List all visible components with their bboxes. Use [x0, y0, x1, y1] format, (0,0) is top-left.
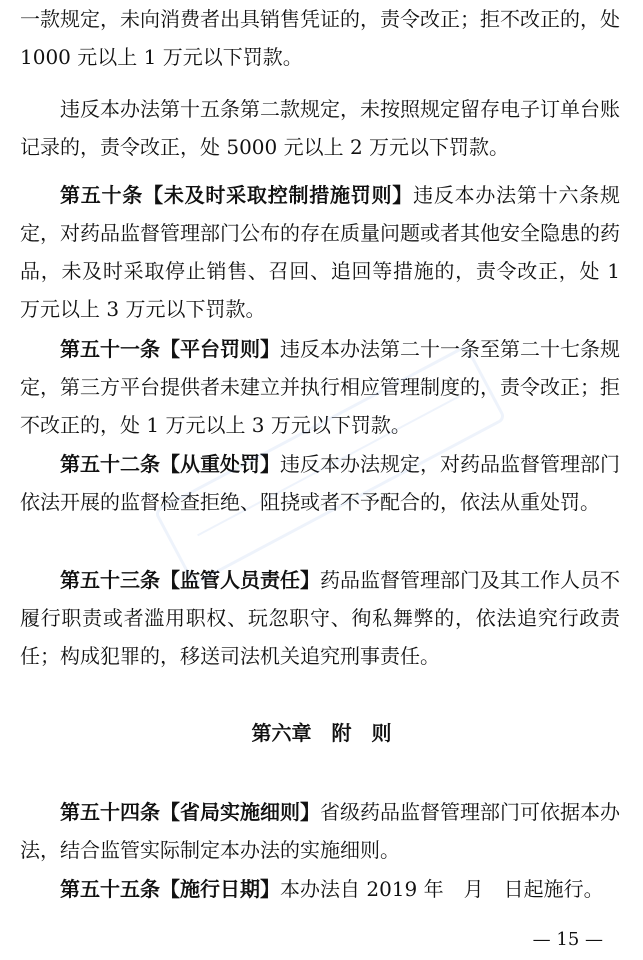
article-text: 本办法自 2019 年 月 日起施行。	[280, 877, 604, 901]
paragraph-text: 违反本办法第十五条第二款规定，未按照规定留存电子订单台账记录的，责令改正，处 5000 元以上 2 万元以下罚款。	[20, 97, 620, 159]
article-title: 第五十四条【省局实施细则】	[60, 800, 320, 824]
article-52	[20, 445, 620, 521]
article-text: 违反本办法第二十一条至第二十七条规定，第三方平台提供者未建立并执行相应管理制度的，责令改正；拒不改正的，处 1 万元以上 3 万元以下罚款。	[20, 337, 620, 437]
article-50	[20, 176, 620, 328]
article-text: 药品监督管理部门及其工作人员不履行职责或者滥用职权、玩忽职守、徇私舞弊的，依法追究行政责任；构成犯罪的，移送司法机关追究刑事责任。	[20, 568, 620, 668]
article-text: 省级药品监督管理部门可依据本办法，结合监管实际制定本办法的实施细则。	[20, 800, 620, 862]
paragraph-text: 一款规定，未向消费者出具销售凭证的，责令改正；拒不改正的，处 1000 元以上 1 万元以下罚款。	[20, 7, 620, 69]
article-text: 违反本办法第十六条规定，对药品监督管理部门公布的存在质量问题或者其他安全隐患的药品，未及时采取停止销售、召回、追回等措施的，责令改正，处 1 万元以上 3 万元以下罚款。	[20, 183, 621, 321]
article-title: 第五十一条【平台罚则】	[60, 337, 280, 361]
article-51	[20, 330, 620, 444]
article-text: 违反本办法规定，对药品监督管理部门依法开展的监督检查拒绝、阻挠或者不予配合的，依法从重处罚。	[20, 452, 620, 514]
article-title: 第五十条【未及时采取控制措施罚则】	[60, 183, 414, 207]
chapter-heading: 第六章 附 则	[251, 721, 392, 745]
paragraph-electronic-order-penalty	[20, 90, 620, 166]
article-title: 第五十三条【监管人员责任】	[60, 568, 320, 592]
article-54	[20, 793, 620, 869]
page-number: — 15 —	[532, 929, 603, 950]
article-title: 第五十二条【从重处罚】	[60, 452, 280, 476]
article-title: 第五十五条【施行日期】	[60, 877, 280, 901]
article-53	[20, 561, 620, 675]
article-55	[20, 870, 620, 908]
paragraph-continuation	[20, 0, 620, 76]
